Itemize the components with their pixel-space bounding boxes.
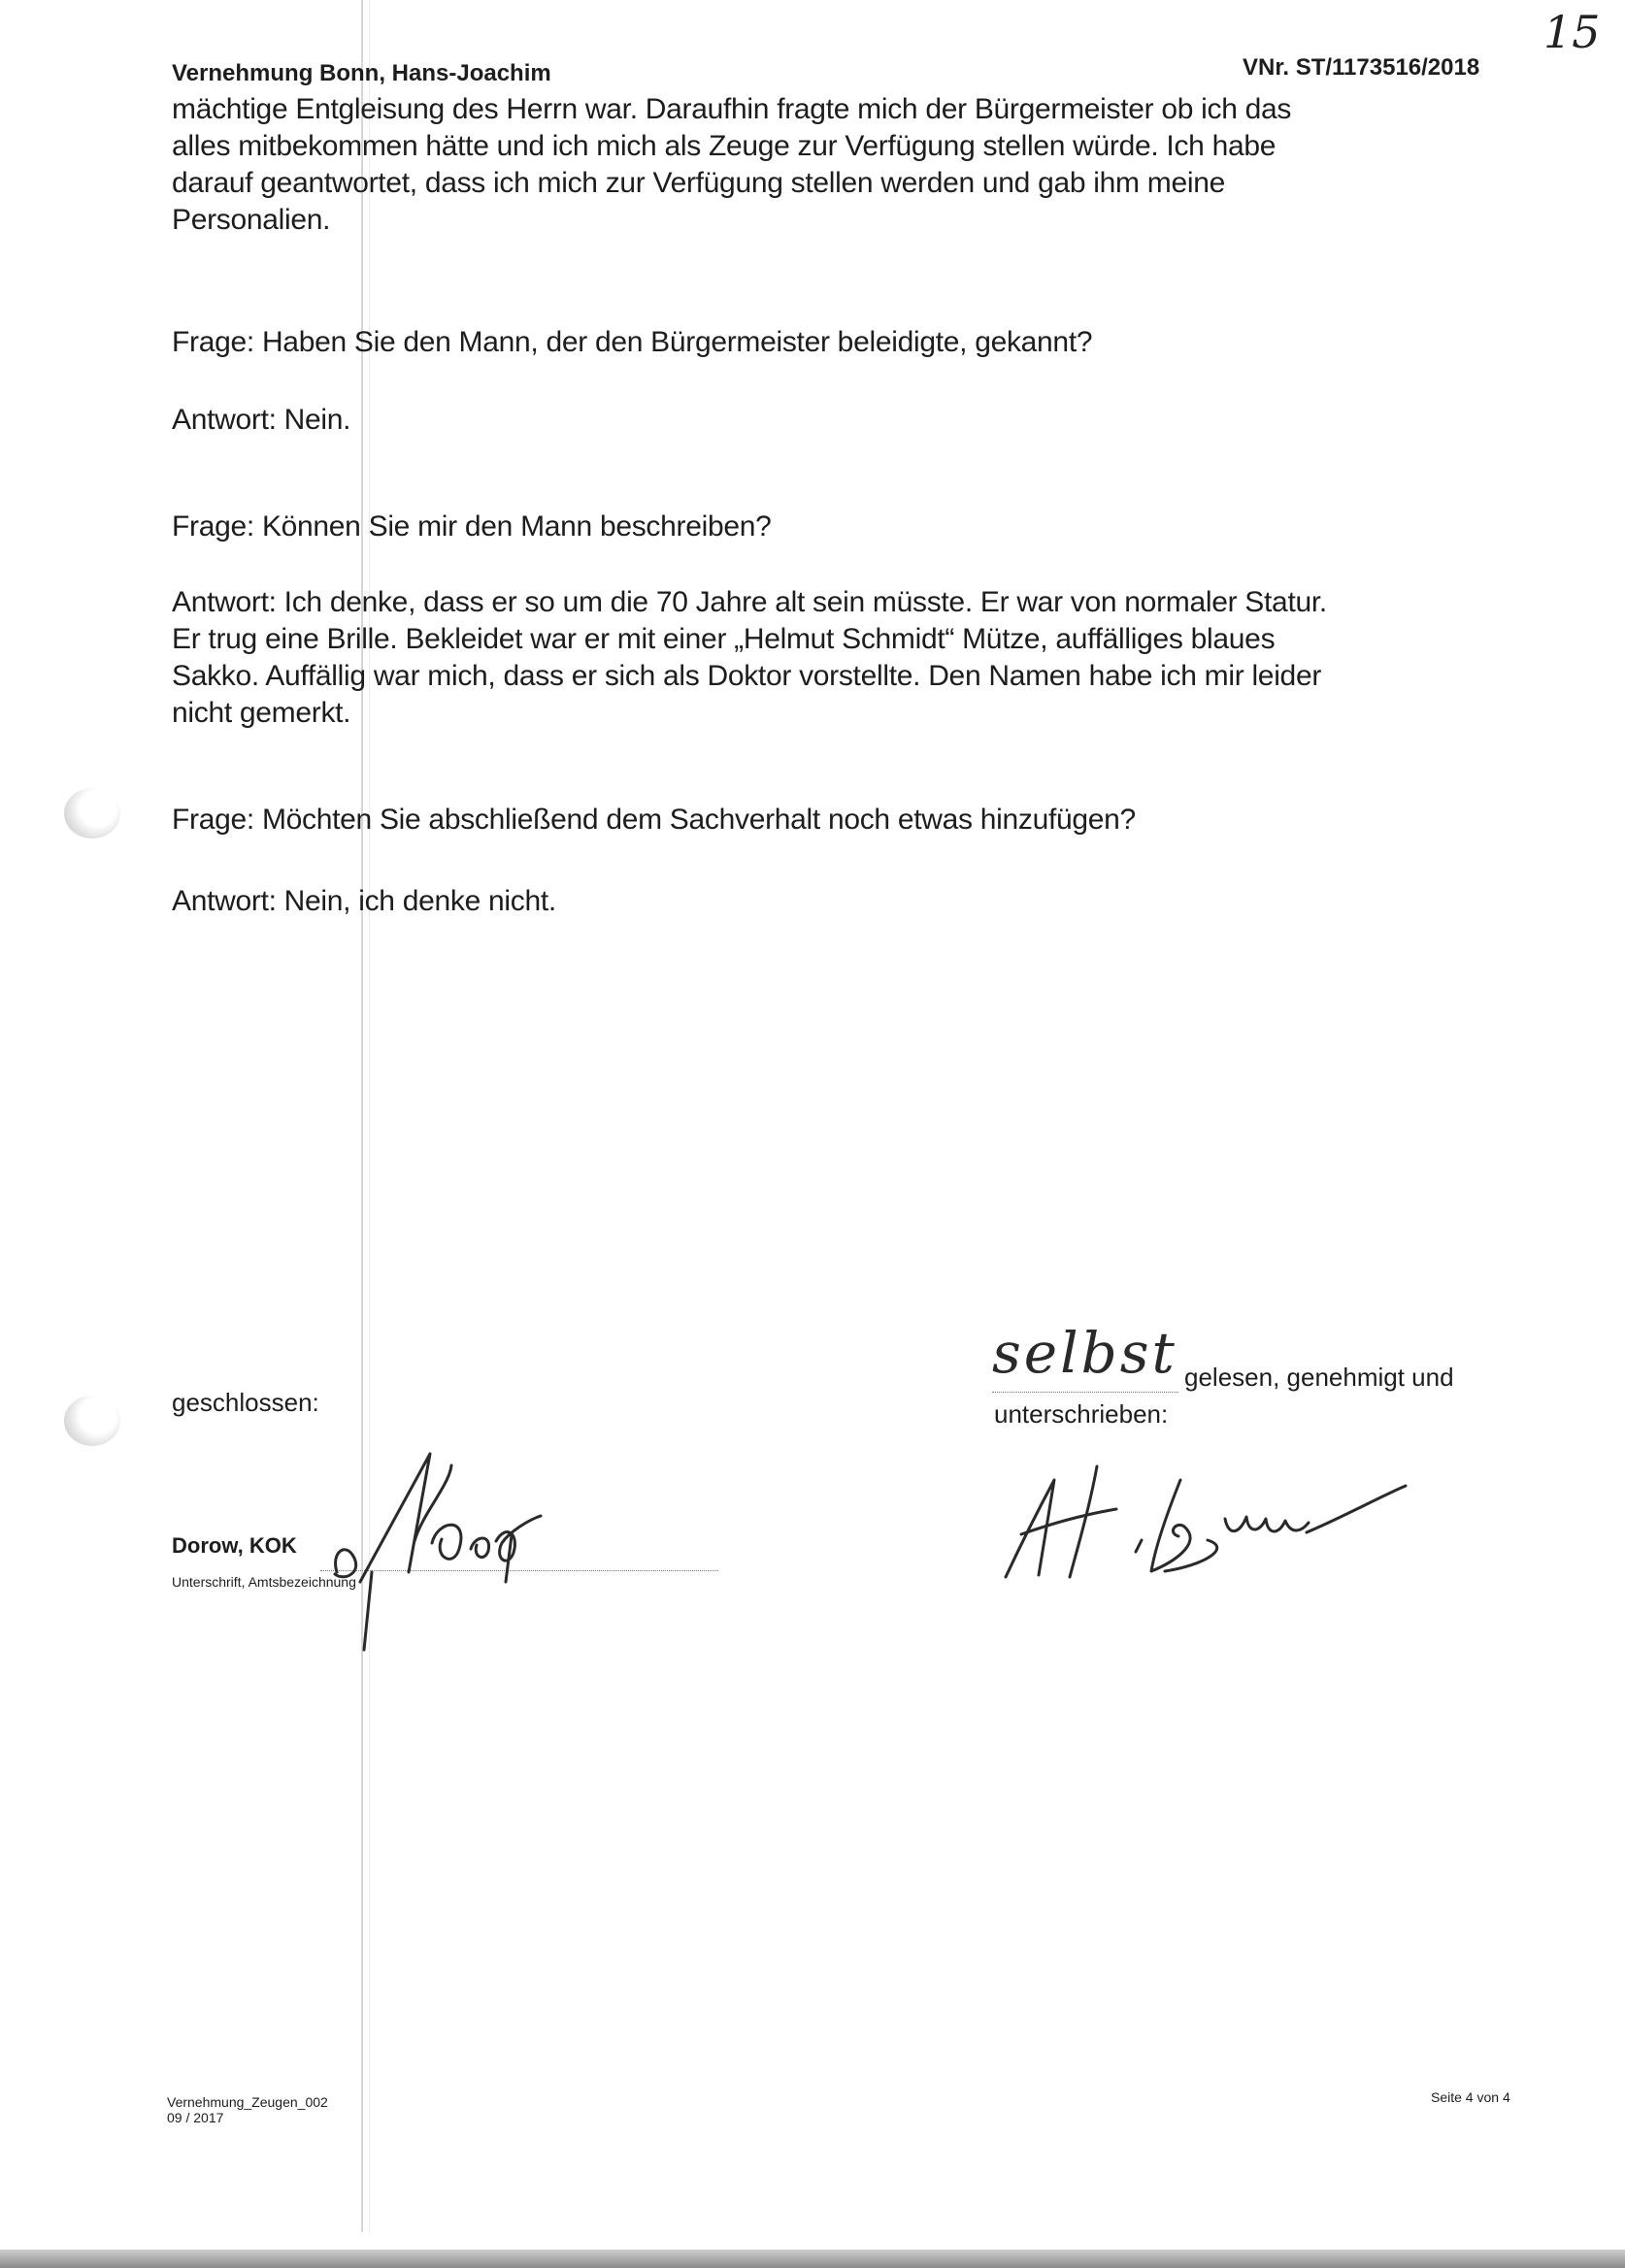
form-id: Vernehmung_Zeugen_002 (167, 2094, 328, 2110)
intro-line: mächtige Entgleisung des Herrn war. Daraufhin fragte mich der Bürgermeister ob ich das (172, 93, 1292, 125)
punch-hole-lower (64, 1396, 120, 1446)
question-2-text: Frage: Können Sie mir den Mann beschreiben? (172, 510, 772, 542)
question-1-text: Frage: Haben Sie den Mann, der den Bürgermeister beleidigte, gekannt? (172, 326, 1093, 358)
read-label-line1: gelesen, genehmigt und (1184, 1363, 1454, 1392)
answer-2-line: nicht gemerkt. (172, 697, 351, 729)
handwritten-selbst (992, 1320, 1177, 1386)
selbst-dotted-line (992, 1392, 1178, 1393)
intro-paragraph (172, 91, 1531, 239)
question-3-text: Frage: Möchten Sie abschließend dem Sachverhalt noch etwas hinzufügen? (172, 804, 1136, 836)
answer-3-text: Antwort: Nein, ich denke nicht. (172, 885, 556, 917)
officer-name: Dorow, KOK (172, 1533, 297, 1558)
closed-label: geschlossen: (172, 1388, 319, 1417)
answer-1-text: Antwort: Nein. (172, 404, 351, 436)
answer-2-line: Sakko. Auffällig war mich, dass er sich als Doktor vorstellte. Den Namen habe ich mir leider (172, 660, 1322, 692)
handwritten-page-mark: 15 (1543, 6, 1601, 58)
officer-caption: Unterschrift, Amtsbezeichnung (172, 1574, 356, 1590)
handwritten-word: selbst (992, 1320, 1177, 1386)
question-2 (172, 509, 1531, 545)
header-title: Vernehmung Bonn, Hans-Joachim (172, 60, 551, 86)
officer-signature (325, 1427, 558, 1650)
page-number: Seite 4 von 4 (1431, 2089, 1510, 2105)
answer-3 (172, 883, 1531, 920)
intro-line: alles mitbekommen hätte und ich mich als Zeuge zur Verfügung stellen würde. Ich habe (172, 130, 1277, 162)
form-date: 09 / 2017 (167, 2110, 224, 2125)
answer-2-line: Antwort: Ich denke, dass er so um die 70 Jahre alt sein müsste. Er war von normaler Statur. (172, 586, 1327, 618)
answer-1 (172, 402, 1531, 439)
question-3 (172, 802, 1531, 838)
read-label-line2: unterschrieben: (994, 1399, 1169, 1429)
answer-2 (172, 584, 1531, 732)
question-1 (172, 324, 1531, 361)
intro-line: darauf geantwortet, dass ich mich zur Verfügung stellen werden und gab ihm meine (172, 167, 1225, 199)
scan-bottom-edge (0, 2250, 1625, 2268)
witness-signature (1000, 1451, 1408, 1587)
intro-line: Personalien. (172, 204, 331, 236)
case-number: VNr. ST/1173516/2018 (1243, 54, 1480, 81)
punch-hole-upper (64, 788, 120, 838)
form-footer (167, 2094, 328, 2125)
answer-2-line: Er trug eine Brille. Bekleidet war er mit einer „Helmut Schmidt“ Mütze, auffälliges blaues (172, 623, 1276, 655)
